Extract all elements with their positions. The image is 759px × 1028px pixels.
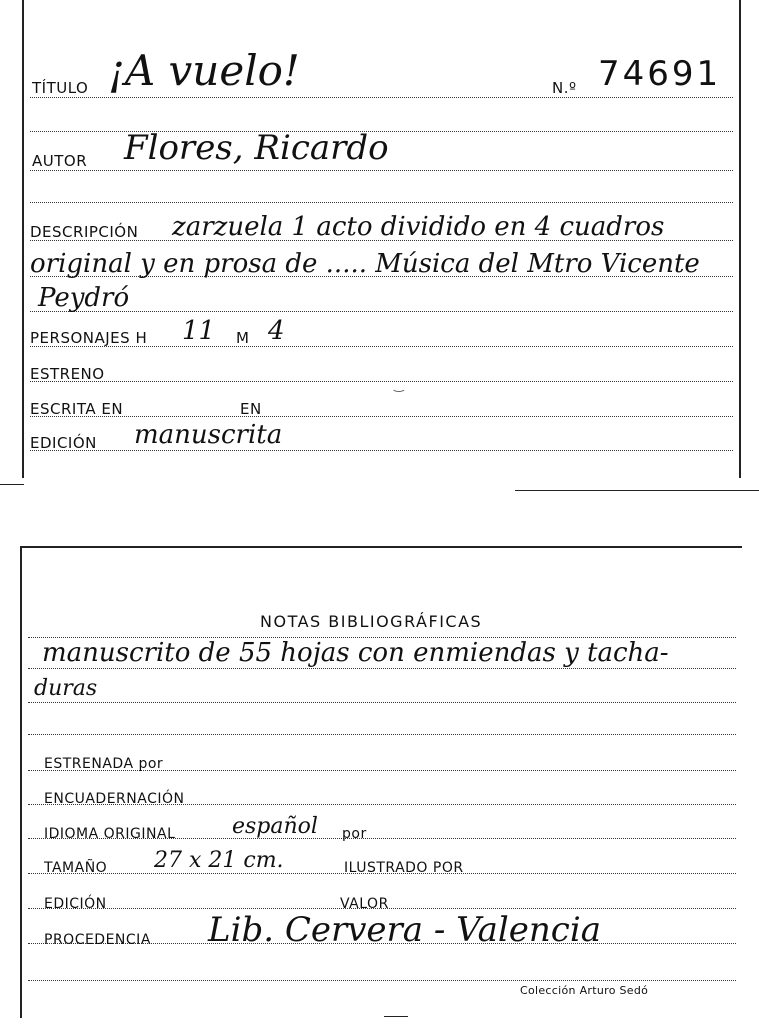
descripcion-label: DESCRIPCIÓN — [30, 223, 139, 241]
edicion-label-bottom: EDICIÓN — [44, 896, 107, 912]
ilustrado-label: ILUSTRADO POR — [344, 860, 464, 876]
idioma-por-label: por — [342, 826, 367, 842]
dotted-line — [30, 202, 733, 203]
encuadernacion-label: ENCUADERNACIÓN — [44, 791, 185, 807]
procedencia-label: PROCEDENCIA — [44, 932, 151, 948]
dotted-line — [30, 97, 733, 98]
titulo-value: ¡A vuelo! — [108, 46, 300, 95]
dotted-line — [30, 381, 733, 382]
descripcion-line2: original y en prosa de ..... Música del Mtro Vicente — [30, 249, 700, 279]
personajes-m-value: 4 — [268, 316, 285, 346]
dotted-line — [30, 311, 733, 312]
autor-value: Flores, Ricardo — [124, 128, 389, 168]
edicion-value: manuscrita — [134, 420, 283, 450]
notas-line1: manuscrito de 55 hojas con enmiendas y tacha- — [42, 638, 669, 668]
numero-value: 74691 — [598, 54, 722, 94]
en-label: EN — [240, 400, 262, 418]
valor-label: VALOR — [340, 896, 389, 912]
autor-label: AUTOR — [32, 152, 88, 170]
numero-label: N.º — [552, 79, 577, 97]
idioma-value: español — [232, 814, 318, 839]
dotted-line — [30, 450, 733, 451]
notas-line2: duras — [34, 676, 98, 701]
notas-heading: NOTAS BIBLIOGRÁFICAS — [260, 612, 483, 631]
descripcion-line3: Peydró — [38, 283, 130, 313]
dotted-line — [28, 980, 736, 981]
catalog-card-bottom — [20, 546, 742, 1018]
tamano-value: 27 x 21 cm. — [154, 848, 284, 873]
card-edge — [384, 1016, 408, 1017]
personajes-h-value: 11 — [182, 316, 216, 346]
descripcion-line1: zarzuela 1 acto dividido en 4 cuadros — [172, 212, 665, 242]
titulo-label: TÍTULO — [32, 79, 89, 97]
procedencia-value: Lib. Cervera - Valencia — [208, 910, 601, 950]
catalog-card-top: TÍTULO ¡A vuelo! N.º 74691 AUTOR Flores, Ricardo DESCRIPCIÓN zarzuela 1 acto dividido en 4 cuadros original y en prosa de ..... Música del Mtro Vicente Peydró PERSONAJES H 11 M 4 ESTRENO ESCRITA EN EN EDICIÓN manuscrita ‿ — [22, 0, 741, 478]
collection-stamp: Colección Arturo Sedó — [520, 984, 649, 997]
dotted-line — [28, 702, 736, 703]
card-edge — [515, 490, 759, 491]
personajes-label: PERSONAJES H — [30, 329, 148, 347]
personajes-m-label: M — [236, 329, 250, 347]
card-edge — [0, 484, 24, 485]
estrenada-label: ESTRENADA por — [44, 756, 164, 772]
edicion-label: EDICIÓN — [30, 434, 97, 452]
dotted-line — [30, 416, 733, 417]
estreno-label: ESTRENO — [30, 365, 105, 383]
dotted-line — [28, 668, 736, 669]
escrita-en-label: ESCRITA EN — [30, 400, 124, 418]
idioma-label: IDIOMA ORIGINAL — [44, 826, 176, 842]
dotted-line — [30, 170, 733, 171]
tamano-label: TAMAÑO — [44, 860, 108, 876]
dotted-line — [28, 734, 736, 735]
